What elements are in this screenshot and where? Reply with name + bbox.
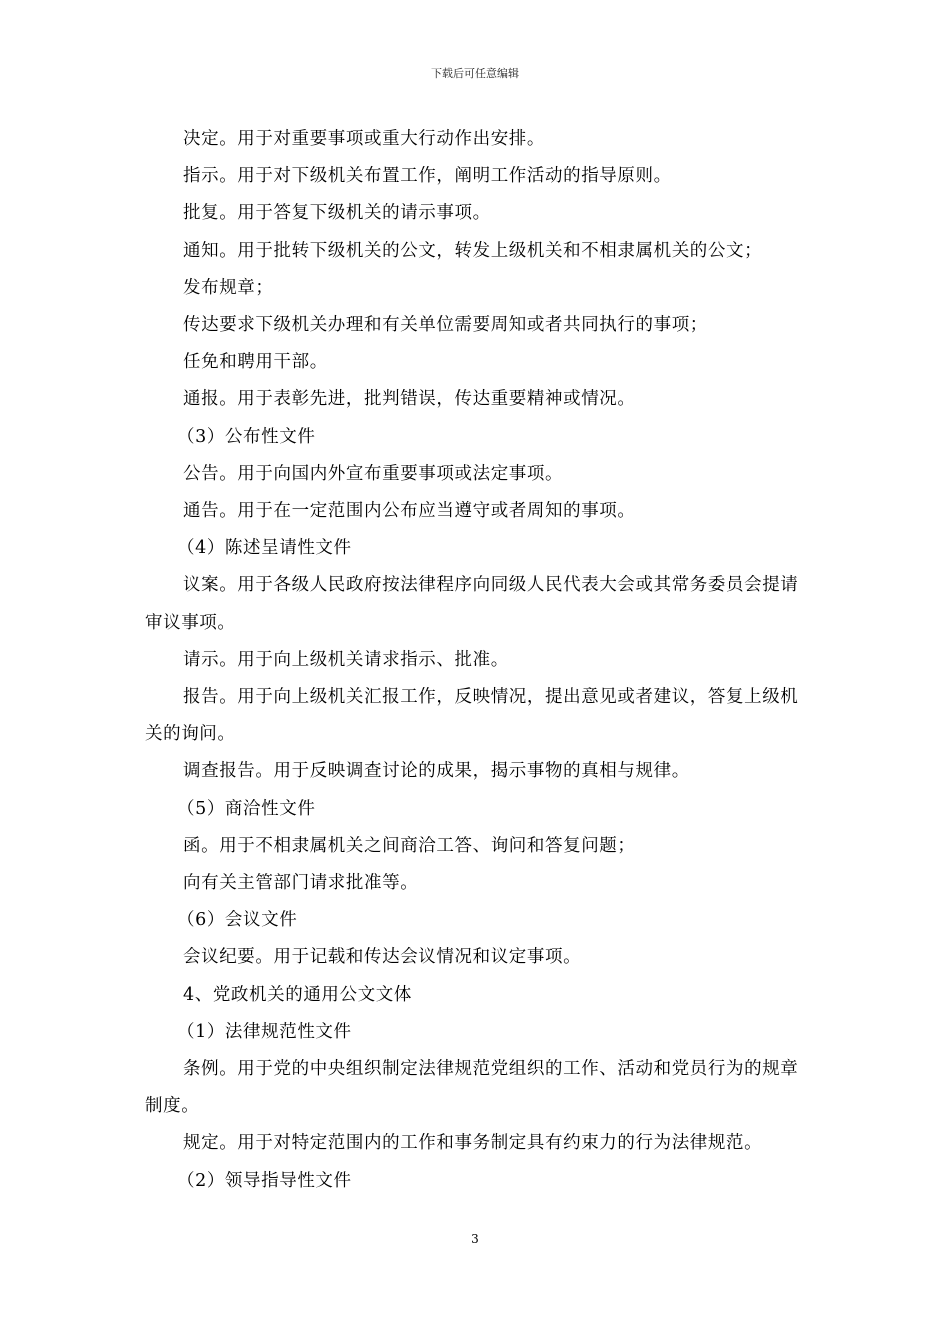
paragraph: 通报。用于表彰先进，批判错误，传达重要精神或情况。	[183, 389, 636, 410]
paragraph: 会议纪要。用于记载和传达会议情况和议定事项。	[183, 947, 582, 968]
paragraph: 报告。用于向上级机关汇报工作，反映情况，提出意见或者建议，答复上级机关的询问。	[145, 687, 799, 745]
document-body	[145, 121, 810, 1200]
paragraph: 决定。用于对重要事项或重大行动作出安排。	[183, 129, 545, 149]
section-heading: （2）领导指导性文件	[177, 1170, 352, 1191]
paragraph: 指示。用于对下级机关布置工作，阐明工作活动的指导原则。	[183, 166, 672, 187]
paragraph: 传达要求下级机关办理和有关单位需要周知或者共同执行的事项；	[183, 315, 708, 336]
page-number: 3	[471, 1232, 479, 1246]
paragraph: 规定。用于对特定范围内的工作和事务制定具有约束力的行为法律规范。	[183, 1133, 763, 1154]
paragraph: 条例。用于党的中央组织制定法律规范党组织的工作、活动和党员行为的规章制度。	[145, 1059, 799, 1117]
paragraph: 任免和聘用干部。	[183, 352, 328, 373]
paragraph: 通知。用于批转下级机关的公文，转发上级机关和不相隶属机关的公文；	[183, 240, 763, 261]
paragraph: 向有关主管部门请求批准等。	[183, 873, 419, 894]
paragraph: 公告。用于向国内外宣布重要事项或法定事项。	[183, 463, 564, 484]
section-heading: （5）商洽性文件	[177, 798, 316, 819]
section-heading: （3）公布性文件	[177, 426, 316, 447]
paragraph: 批复。用于答复下级机关的请示事项。	[183, 203, 491, 224]
section-heading: （4）陈述呈请性文件	[177, 538, 352, 559]
paragraph: 通告。用于在一定范围内公布应当遵守或者周知的事项。	[183, 501, 636, 522]
paragraph: 请示。用于向上级机关请求指示、批准。	[183, 649, 509, 670]
paragraph: 议案。用于各级人民政府按法律程序向同级人民代表大会或其常务委员会提请审议事项。	[145, 575, 799, 633]
header-note: 下载后可任意编辑	[431, 67, 519, 80]
paragraph: 发布规章；	[183, 277, 274, 298]
paragraph: 函。用于不相隶属机关之间商洽工答、询问和答复问题；	[183, 835, 636, 856]
section-heading: （1）法律规范性文件	[177, 1021, 352, 1042]
section-heading: 4、党政机关的通用公文文体	[183, 984, 412, 1005]
paragraph: 调查报告。用于反映调查讨论的成果，揭示事物的真相与规律。	[183, 761, 690, 782]
section-heading: （6）会议文件	[177, 910, 298, 931]
